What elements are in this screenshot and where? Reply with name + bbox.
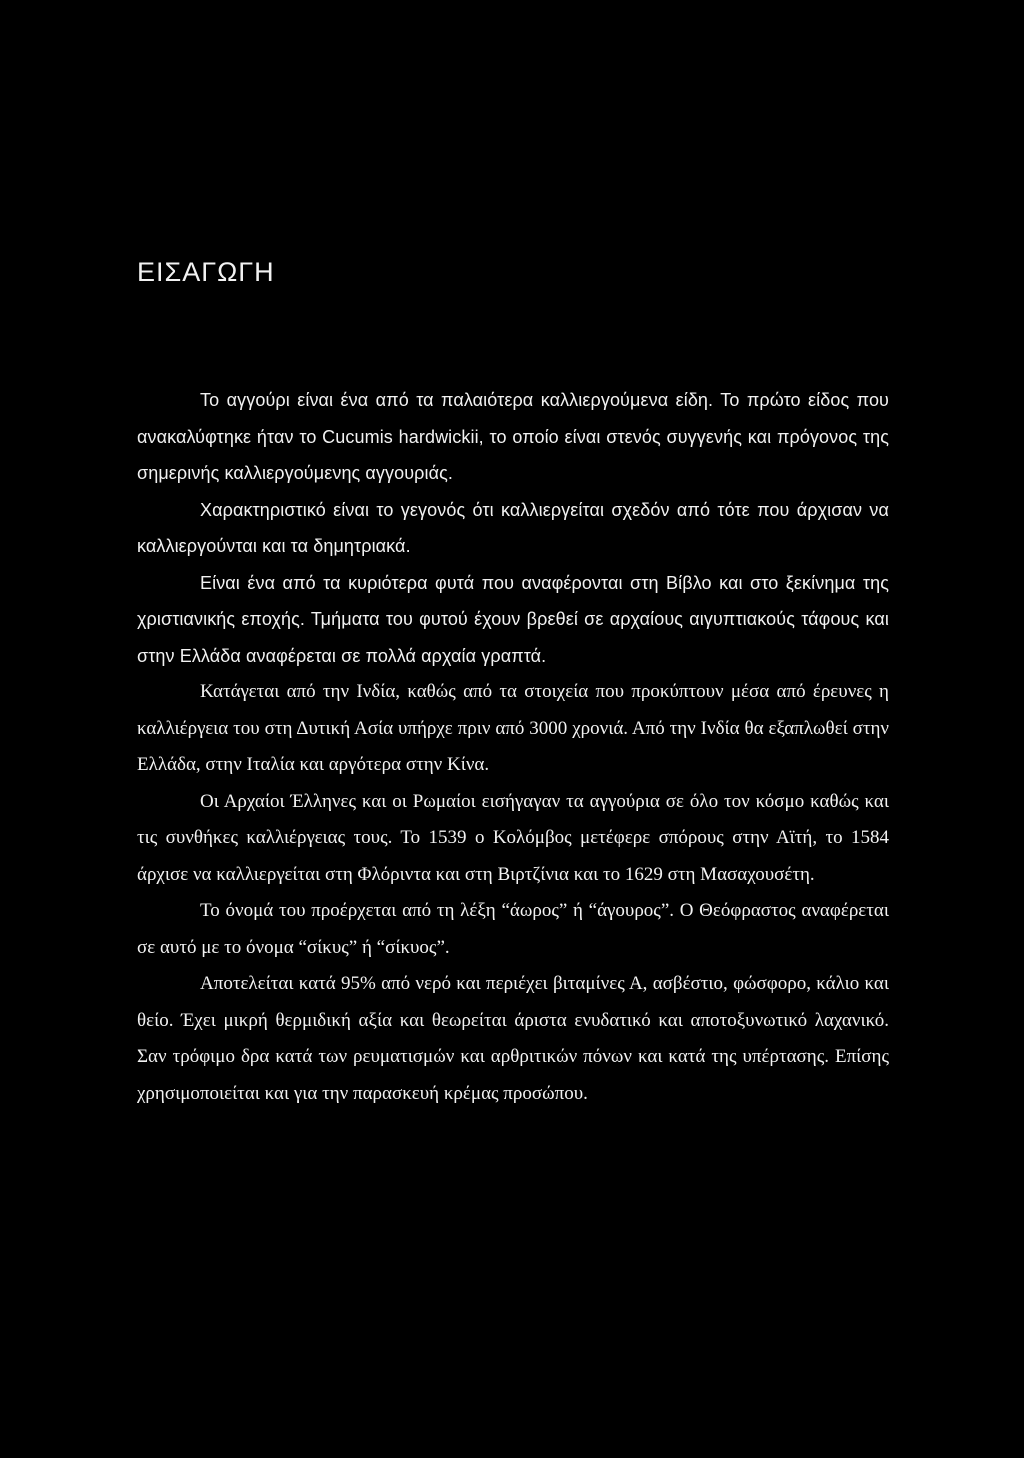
document-page [137,250,889,1112]
paragraph-name: Το όνομά του προέρχεται από τη λέξη “άωρος” ή “άγουρος”. Ο Θεόφραστος αναφέρεται σε αυτό με το όνομα “σίκυς” ή “σίκυος”. [137,900,889,958]
paragraph-cultivation-age: Χαρακτηριστικό είναι το γεγονός ότι καλλιεργείται σχεδόν από τότε που άρχισαν να καλλιεργούνται και τα δημητριακά. [137,499,889,556]
document-body [137,382,889,1112]
paragraph-india: Κατάγεται από την Ινδία, καθώς από τα στοιχεία που προκύπτουν μέσα από έρευνες η καλλιέργεια του στη Δυτική Ασία υπήρχε πριν από 3000 χρονιά. Από την Ινδία θα εξαπλωθεί στην Ελλάδα, στην Ιταλία και αργότερα στην Κίνα. [137,681,889,775]
paragraph-origin: Το αγγούρι είναι ένα από τα παλαιότερα καλλιεργούμενα είδη. Το πρώτο είδος που ανακαλύφτηκε ήταν το Cucumis hardwickii, το οποίο είναι στενός συγγενής και πρόγονος της σημερινής καλλιεργούμενης αγγουριάς. [137,390,889,483]
paragraph-nutrition: Αποτελείται κατά 95% από νερό και περιέχει βιταμίνες Α, ασβέστιο, φώσφορο, κάλιο και θείο. Έχει μικρή θερμιδική αξία και θεωρείται άριστα ενυδατικό και αποτοξυνωτικό λαχανικό. Σαν τρόφιμο δρα κατά των ρευματισμών και αρθριτικών πόνων και κατά της υπέρτασης. Επίσης χρησιμοποιείται και για την παρασκευή κρέμας προσώπου. [137,973,889,1104]
paragraph-spread: Οι Αρχαίοι Έλληνες και οι Ρωμαίοι εισήγαγαν τα αγγούρια σε όλο τον κόσμο καθώς και τις συνθήκες καλλιέργειας τους. Το 1539 ο Κολόμβος μετέφερε σπόρους στην Αϊτή, το 1584 άρχισε να καλλιεργείται στη Φλόριντα και στη Βιρτζίνια και το 1629 στη Μασαχουσέτη. [137,790,889,885]
page-title: ΕΙΣΑΓΩΓΗ [137,257,275,287]
paragraph-bible: Είναι ένα από τα κυριότερα φυτά που αναφέρονται στη Βίβλο και στο ξεκίνημα της χριστιανικής εποχής. Τμήματα του φυτού έχουν βρεθεί σε αρχαίους αιγυπτιακούς τάφους και στην Ελλάδα αναφέρεται σε πολλά αρχαία γραπτά. [137,572,889,666]
